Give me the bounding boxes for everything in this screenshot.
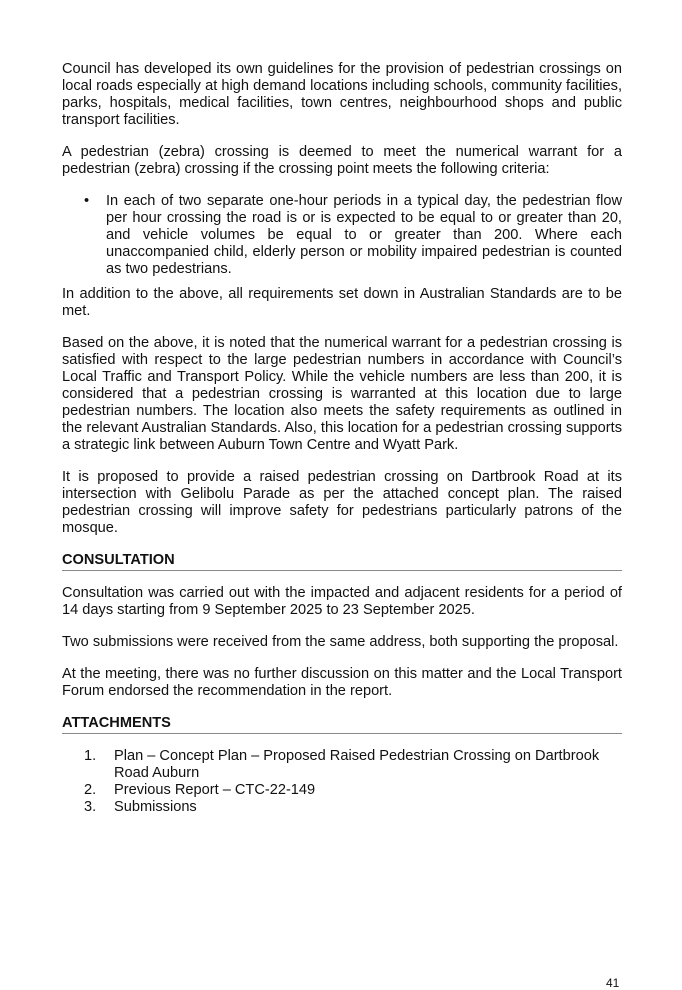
criteria-list [62,193,622,278]
consultation-heading: CONSULTATION [62,552,622,571]
paragraph-submissions: Two submissions were received from the same address, both supporting the proposal. [62,634,619,650]
paragraph-consultation-period: Consultation was carried out with the impacted and adjacent residents for a period of 14 days starting from 9 September 2025 to 23 September 2025. [62,585,622,618]
criteria-text: In each of two separate one-hour periods in a typical day, the pedestrian flow per hour crossing the road is or is expected to be equal to or greater than 20, and vehicle volumes be equal to or greater than 200. Where each unaccompanied child, elderly person or mobility impaired pedestrian is counted as two pedestrians. [106,193,622,277]
paragraph-australian-standards: In addition to the above, all requirements set down in Australian Standards are to be met. [62,286,622,319]
attachments-list [62,748,622,816]
criteria-list-item [62,193,622,278]
attachment-title: Submissions [114,799,197,815]
attachment-item [62,799,622,816]
paragraph-guidelines: Council has developed its own guidelines for the provision of pedestrian crossings on local roads especially at high demand locations including schools, community facilities, parks, hospitals, medical facilities, town centres, neighbourhood shops and public transport facilities. [62,61,622,128]
attachment-item [62,782,622,799]
attachment-number: 3. [84,799,97,815]
attachment-item [62,748,622,782]
attachment-number: 1. [84,748,97,764]
paragraph-warrant-assessment: Based on the above, it is noted that the numerical warrant for a pedestrian crossing is satisfied with respect to the large pedestrian numbers in accordance with Council’s Local Traffic and Transport Policy. While the vehicle numbers are less than 200, it is considered that a pedestrian crossing is warranted at this location due to large pedestrian numbers. The location also meets the safety requirements as outlined in the relevant Australian Standards. Also, this location for a pedestrian crossing supports a strategic link between Auburn Town Centre and Wyatt Park. [62,335,622,453]
attachment-title: Plan – Concept Plan – Proposed Raised Pedestrian Crossing on Dartbrook Road Auburn [114,748,600,781]
paragraph-proposal: It is proposed to provide a raised pedestrian crossing on Dartbrook Road at its intersection with Gelibolu Parade as per the attached concept plan. The raised pedestrian crossing will improve safety for pedestrians particularly patrons of the mosque. [62,469,622,536]
attachment-number: 2. [84,782,97,798]
attachments-heading: ATTACHMENTS [62,715,622,734]
page-number: 41 [606,976,620,990]
paragraph-meeting-outcome: At the meeting, there was no further discussion on this matter and the Local Transport Forum endorsed the recommendation in the report. [62,666,622,699]
bullet-icon: • [84,193,90,209]
attachment-title: Previous Report – CTC-22-149 [114,782,316,798]
document-body [62,61,622,816]
paragraph-warrant-criteria-intro: A pedestrian (zebra) crossing is deemed to meet the numerical warrant for a pedestrian (zebra) crossing if the crossing point meets the following criteria: [62,144,622,177]
